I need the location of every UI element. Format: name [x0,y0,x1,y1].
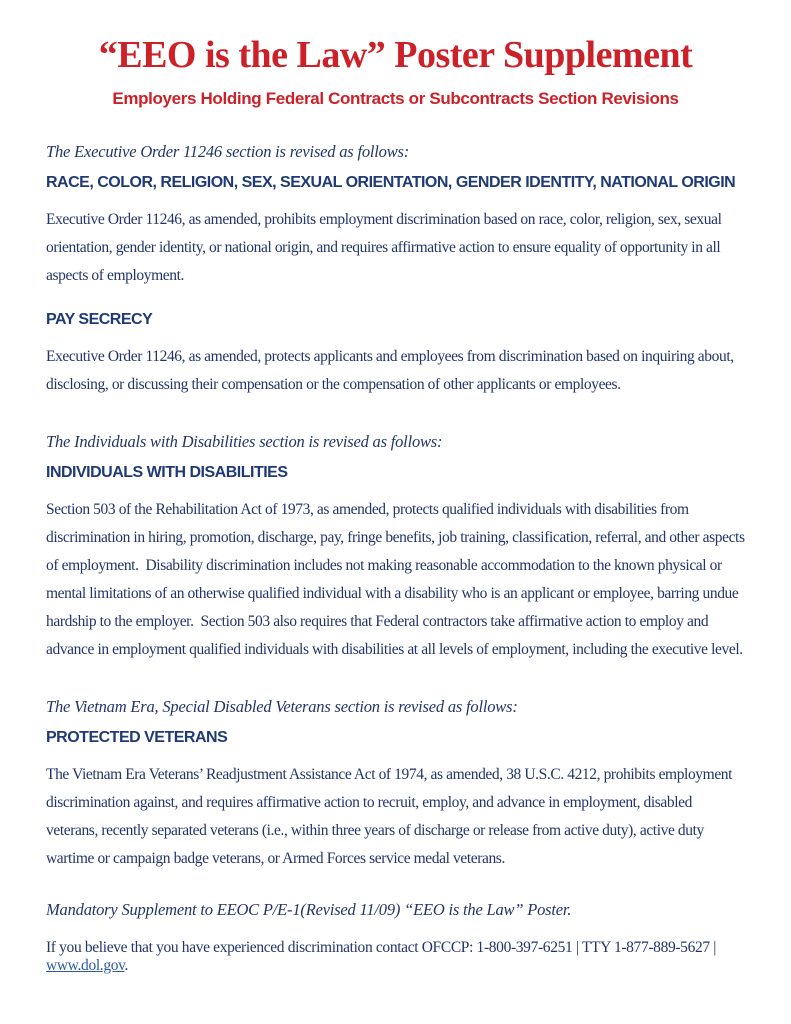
section-executive-order [46,141,745,290]
section-intro-disabilities: The Individuals with Disabilities section is revised as follows: [46,431,443,451]
section-pay-secrecy [46,310,745,399]
section-intro-executive-order: The Executive Order 11246 section is revised as follows: [46,141,410,161]
section-heading-race-color-religion: RACE, COLOR, RELIGION, SEX, SEXUAL ORIENTATION, GENDER IDENTITY, NATIONAL ORIGIN [46,173,736,191]
contact-suffix: . [124,956,129,974]
poster-subtitle: Employers Holding Federal Contracts or Subcontracts Section Revisions [112,88,679,108]
section-heading-veterans: PROTECTED VETERANS [46,728,228,746]
section-protected-veterans [46,696,745,873]
dol-website-link[interactable]: www.dol.gov [46,956,125,974]
section-body-executive-order: Executive Order 11246, as amended, prohibits employment discrimination based on race, color, religion, sex, sexual orientation, gender identity, or national origin, and requires affirmative action to ensure equality of opportunity in all aspects of employment. [46,210,725,284]
mandatory-supplement-note: Mandatory Supplement to EEOC P/E-1(Revised 11/09) “EEO is the Law” Poster. [46,899,572,919]
section-intro-veterans: The Vietnam Era, Special Disabled Veterans section is revised as follows: [46,696,518,716]
poster-content [0,141,791,975]
section-body-disabilities: Section 503 of the Rehabilitation Act of 1973, as amended, protects qualified individuals with disabilities from discrimination in hiring, promotion, discharge, pay, fringe benefits, job training, classification, referral, and other aspects of employment. Disability discrimination includes not making reasonable accommodation to the known physical or mental limitations of an otherwise qualified individual with a disability who is an applicant or employee, barring undue hardship to the employer. Section 503 also requires that Federal contractors take affirmative action to employ and advance in employment qualified individuals with disabilities at all levels of employment, including the executive level. [46,500,749,658]
poster-title: “EEO is the Law” Poster Supplement [98,34,693,76]
section-body-veterans: The Vietnam Era Veterans’ Readjustment Assistance Act of 1974, as amended, 38 U.S.C. 4212, prohibits employment discrimination against, and requires affirmative action to recruit, employ, and advance in employment, disabled veterans, recently separated veterans (i.e., within three years of discharge or release from active duty), active duty wartime or campaign badge veterans, or Armed Forces service medal veterans. [46,765,736,867]
poster-masthead [0,0,791,109]
section-heading-disabilities: INDIVIDUALS WITH DISABILITIES [46,463,288,481]
section-individuals-with-disabilities [46,431,749,664]
contact-line [46,939,745,975]
section-body-pay-secrecy: Executive Order 11246, as amended, protects applicants and employees from discrimination based on inquiring about, disclosing, or discussing their compensation or the compensation of other applicants or employees. [46,347,738,393]
section-heading-pay-secrecy: PAY SECRECY [46,310,153,328]
contact-text: If you believe that you have experienced discrimination contact OFCCP: 1-800-397-6251 | TTY 1-877-889-5627 | [46,938,717,956]
